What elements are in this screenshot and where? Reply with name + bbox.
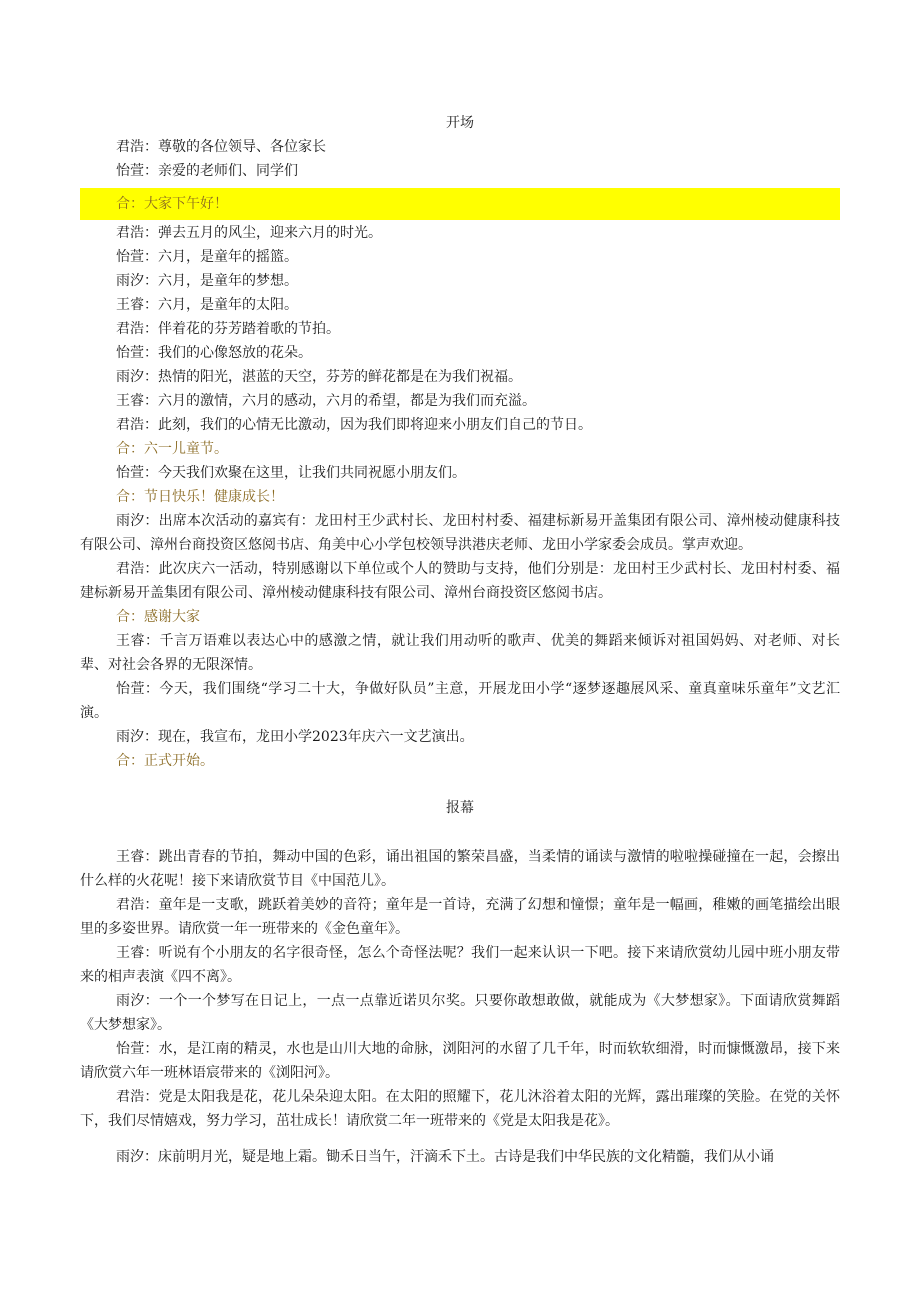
announcement-paragraph: 怡萱：水，是江南的精灵，水也是山川大地的命脉，浏阳河的水留了几千年，时而软软细滑，时而慷慨激昂，接下来请欣赏六年一班林语宸带来的《浏阳河》。	[80, 1041, 840, 1081]
announcement-paragraph: 君浩：党是太阳我是花，花儿朵朵迎太阳。在太阳的照耀下，花儿沐浴着太阳的光辉，露出璀璨的笑脸。在党的关怀下，我们尽情嬉戏，努力学习，茁壮成长！请欣赏二年一班带来的《党是太阳我是花》。	[80, 1089, 840, 1129]
dialogue-line: 怡萱：我们的心像怒放的花朵。	[116, 345, 312, 361]
chorus-line: 合：大家下午好！	[80, 188, 840, 220]
dialogue-line: 怡萱：今天我们欢聚在这里，让我们共同祝愿小朋友们。	[116, 465, 466, 481]
dialogue-line: 君浩：弹去五月的风尘，迎来六月的时光。	[116, 225, 382, 241]
announcement-paragraph: 雨汐：一个一个梦写在日记上，一点一点靠近诺贝尔奖。只要你敢想敢做，就能成为《大梦想家》。下面请欣赏舞蹈《大梦想家》。	[80, 993, 840, 1033]
announcement-paragraph: 雨汐：床前明月光，疑是地上霜。锄禾日当午，汗滴禾下土。古诗是我们中华民族的文化精髓，我们从小诵	[116, 1149, 774, 1165]
dialogue-line: 王睿：六月的激情，六月的感动，六月的希望，都是为我们而充溢。	[116, 393, 536, 409]
dialogue-paragraph: 王睿：千言万语难以表达心中的感激之情，就让我们用动听的歌声、优美的舞蹈来倾诉对祖国妈妈、对老师、对长辈、对社会各界的无限深情。	[80, 633, 840, 673]
dialogue-paragraph: 雨汐：出席本次活动的嘉宾有：龙田村王少武村长、龙田村村委、福建标新易开盖集团有限公司、漳州棱动健康科技有限公司、漳州台商投资区悠阅书店、角美中心小学包校领导洪港庆老师、龙田小学家委会成员。掌声欢迎。	[80, 513, 840, 553]
dialogue-line: 君浩：尊敬的各位领导、各位家长	[116, 139, 326, 155]
dialogue-paragraph: 雨汐：现在，我宣布，龙田小学2023年庆六一文艺演出。	[116, 729, 474, 745]
report-heading: 报幕	[446, 800, 474, 816]
dialogue-paragraph: 怡萱：今天，我们围绕“学习二十大，争做好队员”主意，开展龙田小学“逐梦逐趣展风采、童真童味乐童年”文艺汇演。	[80, 681, 840, 721]
announcement-paragraph: 王睿：跳出青春的节拍，舞动中国的色彩，诵出祖国的繁荣昌盛，当柔情的诵读与激情的啦啦操碰撞在一起，会擦出什么样的火花呢！接下来请欣赏节目《中国范儿》。	[80, 849, 840, 889]
opening-paragraphs	[80, 509, 840, 773]
chorus-line: 合：正式开始。	[116, 753, 214, 769]
dialogue-paragraph: 君浩：此次庆六一活动，特别感谢以下单位或个人的赞助与支持，他们分别是：龙田村王少武村长、龙田村村委、福建标新易开盖集团有限公司、漳州棱动健康科技有限公司、漳州台商投资区悠阅书店。	[80, 561, 840, 601]
report-paragraphs	[80, 845, 840, 1169]
chorus-line: 合：感谢大家	[116, 609, 200, 625]
dialogue-line: 王睿：六月，是童年的太阳。	[116, 297, 298, 313]
dialogue-line: 雨汐：热情的阳光，湛蓝的天空，芬芳的鲜花都是在为我们祝福。	[116, 369, 522, 385]
dialogue-line: 雨汐：六月，是童年的梦想。	[116, 273, 298, 289]
dialogue-line: 怡萱：六月，是童年的摇篮。	[116, 249, 298, 265]
document-page	[80, 0, 840, 1169]
chorus-line: 合：节日快乐！健康成长！	[116, 489, 284, 505]
opening-heading: 开场	[446, 115, 474, 131]
dialogue-line: 怡萱：亲爱的老师们、同学们	[116, 163, 298, 179]
dialogue-line: 君浩：此刻，我们的心情无比激动，因为我们即将迎来小朋友们自己的节日。	[116, 417, 592, 433]
announcement-paragraph: 王睿：听说有个小朋友的名字很奇怪，怎么个奇怪法呢？我们一起来认识一下吧。接下来请欣赏幼儿园中班小朋友带来的相声表演《四不离》。	[80, 945, 840, 985]
announcement-paragraph: 君浩：童年是一支歌，跳跃着美妙的音符；童年是一首诗，充满了幻想和憧憬；童年是一幅画，稚嫩的画笔描绘出眼里的多姿世界。请欣赏一年一班带来的《金色童年》。	[80, 897, 840, 937]
opening-lines	[80, 135, 840, 509]
dialogue-line: 君浩：伴着花的芬芳踏着歌的节拍。	[116, 321, 340, 337]
chorus-line: 合：六一儿童节。	[116, 441, 228, 457]
paragraph-gap	[80, 1133, 840, 1145]
